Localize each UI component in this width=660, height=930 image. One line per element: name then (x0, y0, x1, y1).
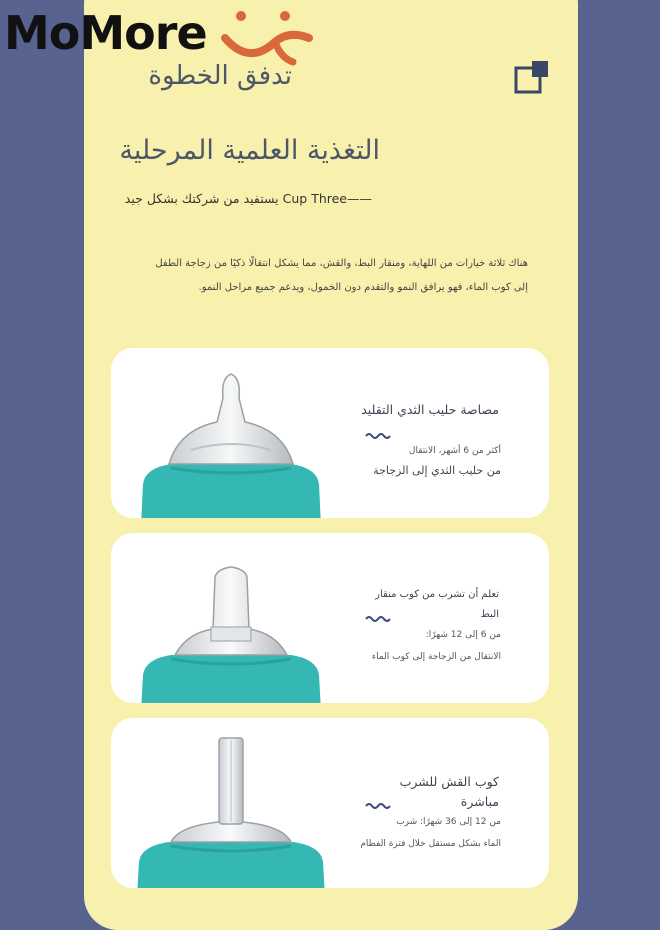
intro-text (108, 252, 528, 300)
wave-divider-icon (365, 615, 393, 623)
smile-logo-icon (219, 8, 315, 68)
stage-description: من حليب الثدي إلى الزجاجة (373, 464, 501, 477)
page-tagline: يستفيد من شركتك بشكل جيد Cup Three—— (124, 191, 372, 206)
expand-window-icon[interactable] (514, 60, 550, 96)
stage-age: من 12 إلى 36 شهرًا: شرب (396, 817, 501, 827)
stage-description: الماء بشكل مستقل خلال فترة الفطام (360, 839, 501, 849)
stage-age: أكثر من 6 أشهر، الانتقال (408, 446, 501, 456)
brand-logo (4, 6, 315, 66)
page-subtitle: تدفق الخطوة (148, 61, 292, 91)
nipple-teat-icon (131, 356, 331, 518)
stage-age: من 6 إلى 12 شهرًا: (425, 630, 501, 640)
wave-divider-icon (365, 432, 393, 440)
brand-name: MoMore (4, 6, 207, 60)
stage-description: الانتقال من الزجاجة إلى كوب الماء (371, 652, 501, 662)
wave-divider-icon (365, 802, 393, 810)
intro-line-2: إلى كوب الماء، فهو يرافق النمو والتقدم دون الخمول، ويدعم جميع مراحل النمو. (198, 282, 528, 293)
duckbill-spout-icon (131, 541, 331, 703)
intro-line-1: هناك ثلاثة خيارات من اللهاية، ومنقار البط، والقش، مما يشكل انتقالًا ذكيًا من زجاجة الطفل (155, 258, 528, 269)
stage-title: تعلم أن تشرب من كوب منقار البط (375, 589, 499, 620)
stage-title: مصاصة حليب الثدي التقليد (361, 402, 499, 417)
stage-title: كوب القش للشرب مباشرة (399, 774, 499, 809)
page-title: التغذية العلمية المرحلية (119, 135, 380, 166)
straw-icon (131, 726, 331, 888)
stage-card-straw (111, 718, 549, 888)
stage-card-nipple (111, 348, 549, 518)
stage-card-duckbill (111, 533, 549, 703)
